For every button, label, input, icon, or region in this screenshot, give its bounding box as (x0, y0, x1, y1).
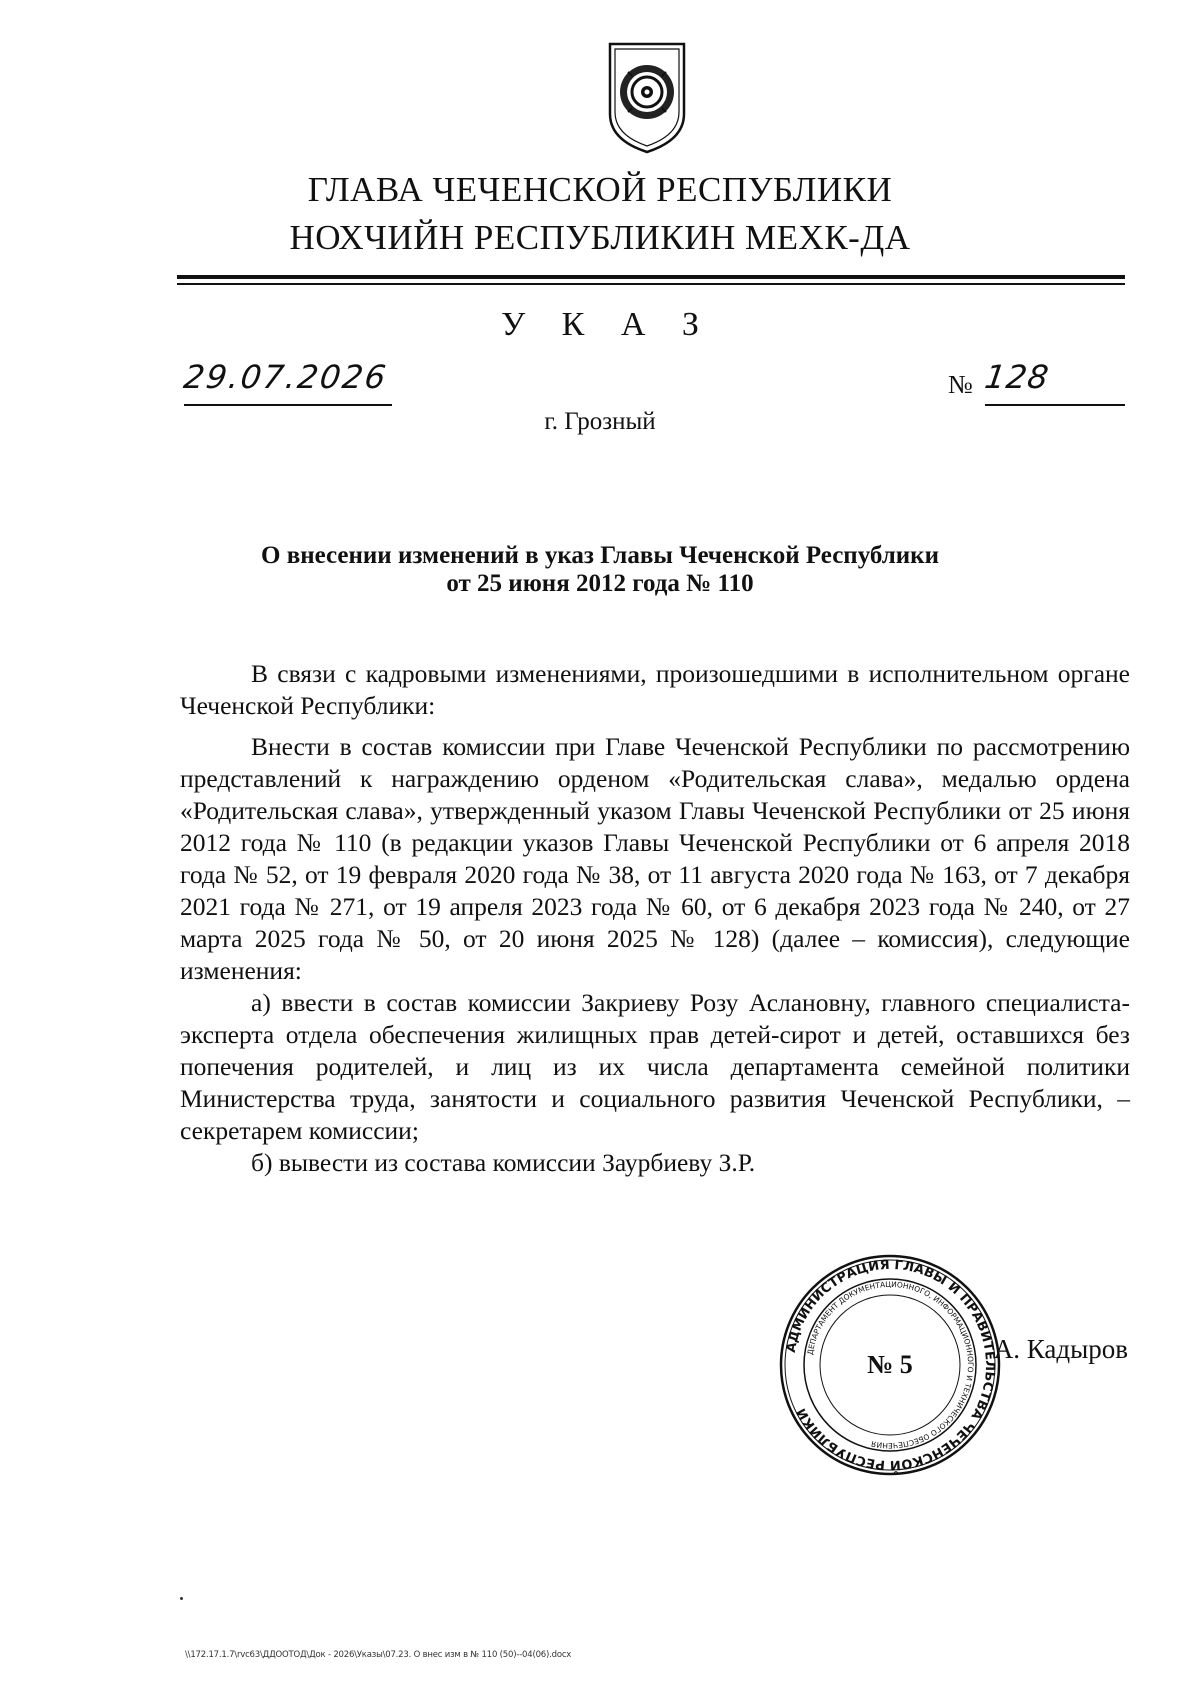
document-title-line2: от 25 июня 2012 года № 110 (446, 570, 754, 597)
document-number: 128 (982, 358, 1052, 396)
signer-name: А. Кадыров (993, 1334, 1128, 1364)
paragraph-item-b: б) вывести из состава комиссии Заурбиеву З.Р. (251, 1148, 756, 1177)
official-stamp (778, 1253, 1002, 1477)
paragraph-main: Внести в состав комиссии при Главе Чеченской Республики по рассмотрению представлений к награждению орденом «Родительская слава», медалью ордена «Родительская слава», утвержденный указом Главы Чеченской Республики от 25 июня 2012 года № 110 (в редакции указов Главы Чеченской Республики от 6 апреля 2018 года № 52, от 19 февраля 2020 года № 38, от 11 августа 2020 года № 163, от 7 декабря 2021 года № 271, от 19 апреля 2023 года № 60, от 6 декабря 2023 года № 240, от 27 марта 2025 года № 50, от 20 июня 2025 № 128) (далее – комиссия), следующие изменения: (180, 732, 1130, 985)
stamp-inner-text: ДЕПАРТАМЕНТ ДОКУМЕНТАЦИОННОГО, ИНФОРМАЦИОННОГО И ТЕХНИЧЕСКОГО ОБЕСПЕЧЕНИЯ (805, 1279, 976, 1451)
agency-name-chechen: НОХЧИЙН РЕСПУБЛИКИН МЕХК-ДА (289, 218, 911, 257)
number-underline (985, 404, 1125, 406)
coat-of-arms-icon (606, 40, 688, 154)
document-type: У К А З (501, 306, 713, 343)
document-body (180, 658, 1130, 1179)
stamp-number: № 5 (867, 1350, 913, 1379)
paragraph-item-a: а) ввести в состав комиссии Закриеву Розу Аслановну, главного специалиста-эксперта отдела обеспечения жилищных прав детей-сирот и детей, оставшихся без попечения родителей, и лиц из их числа департамента семейной политики Министерства труда, занятости и социального развития Чеченской Республики, – секретарем комиссии; (180, 988, 1130, 1145)
city: г. Грозный (544, 408, 656, 435)
paragraph-preamble: В связи с кадровыми изменениями, произошедшими в исполнительном органе Чеченской Республики: (180, 659, 1130, 720)
header-rule-thin (177, 283, 1125, 285)
document-title-line1: О внесении изменений в указ Главы Чеченской Республики (261, 542, 939, 569)
header-rule-thick (177, 275, 1125, 279)
number-label: № (948, 370, 973, 399)
file-path-footer: \\172.17.1.7\rvc63\ДДООТОД\Док - 2026\Указы\07.23. О внес изм в № 110 (50)--04(06).docx (185, 1650, 572, 1660)
agency-name-russian: ГЛАВА ЧЕЧЕНСКОЙ РЕСПУБЛИКИ (307, 170, 893, 209)
page-mark (180, 1597, 183, 1600)
date-underline (184, 404, 392, 406)
document-date: 29.07.2026 (181, 358, 390, 396)
stamp-outer-text: АДМИНИСТРАЦИЯ ГЛАВЫ И ПРАВИТЕЛЬСТВА ЧЕЧЕНСКОЙ РЕСПУБЛИКИ (783, 1257, 998, 1473)
